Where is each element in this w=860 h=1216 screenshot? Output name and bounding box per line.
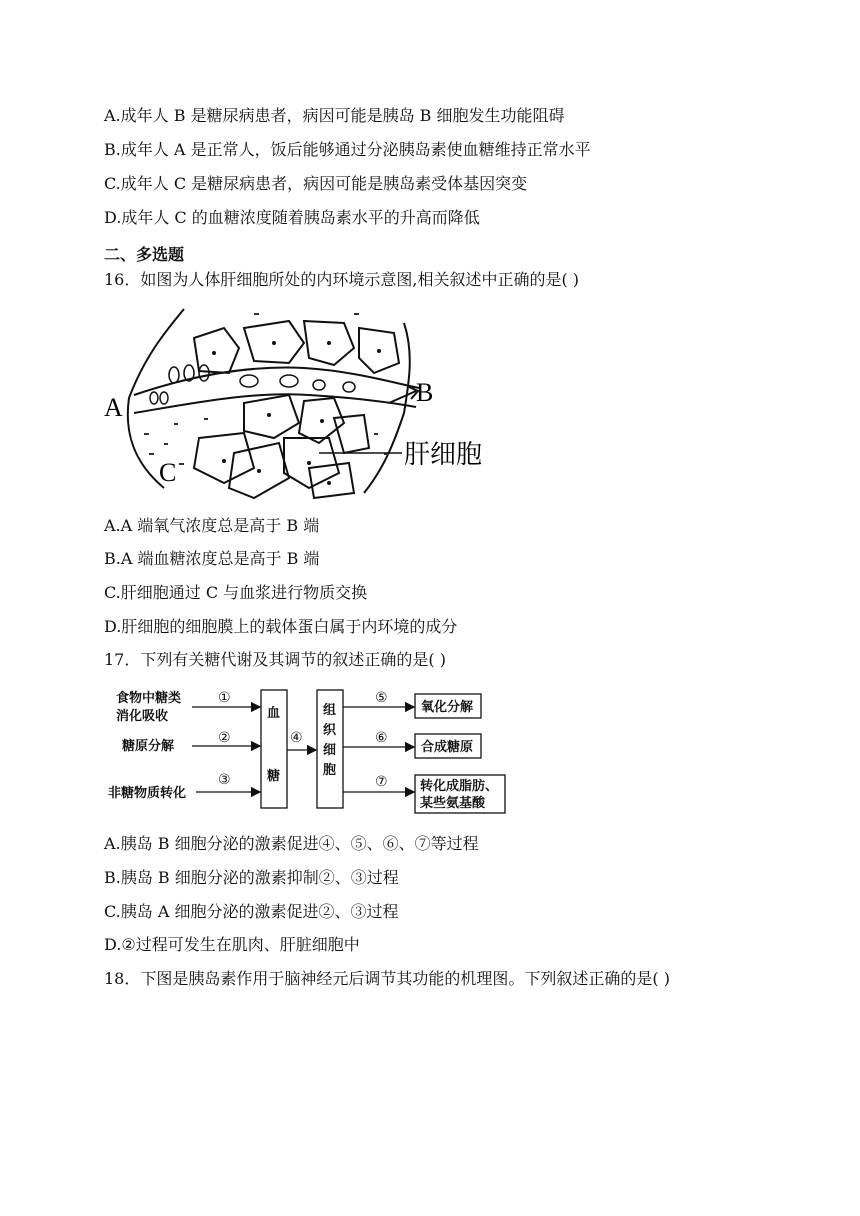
q17-stem: 17．下列有关糖代谢及其调节的叙述正确的是( ) [104,650,446,669]
figure-label-liver: 肝细胞 [404,440,483,470]
tissue-cell-char2: 织 [323,723,337,738]
sugar-metabolism-figure [104,680,514,820]
figure-label-b: B [416,378,434,407]
q18-stem: 18．下图是胰岛素作用于脑神经元后调节其功能的机理图。下列叙述正确的是( ) [104,969,670,988]
process-2-label: ② [218,730,231,746]
process-4-label: ④ [290,730,303,746]
tissue-cell-char1: 组 [323,703,337,718]
process-1-label: ① [218,690,231,706]
q15-option-b: B.成年人 A 是正常人，饭后能够通过分泌胰岛素使血糖维持正常水平 [104,140,591,159]
process-7-label: ⑦ [375,774,388,790]
blood-sugar-char2: 糖 [267,769,281,784]
blood-sugar-char1: 血 [267,706,281,721]
liver-environment-figure [104,303,504,503]
process-3-label: ③ [218,772,231,788]
outcome-fat-line2: 某些氨基酸 [420,796,486,811]
outcome-glycogen: 合成糖原 [421,740,474,755]
q15-option-c: C.成年人 C 是糖尿病患者，病因可能是胰岛素受体基因突变 [104,174,528,193]
outcome-fat-line1: 转化成脂肪、 [420,779,499,794]
figure-label-a: A [104,393,123,422]
q16-option-d: D.肝细胞的细胞膜上的载体蛋白属于内环境的成分 [104,617,458,636]
q17-option-b: B.胰岛 B 细胞分泌的激素抑制②、③过程 [104,868,399,887]
process-6-label: ⑥ [375,730,388,746]
q16-stem: 16．如图为人体肝细胞所处的内环境示意图,相关叙述中正确的是( ) [104,270,580,289]
q15-option-a: A.成年人 B 是糖尿病患者，病因可能是胰岛 B 细胞发生功能阻碍 [104,106,565,125]
outcome-oxidation: 氧化分解 [421,700,474,715]
process-5-label: ⑤ [375,690,388,706]
q17-option-c: C.胰岛 A 细胞分泌的激素促进②、③过程 [104,902,399,921]
q15-option-d: D.成年人 C 的血糖浓度随着胰岛素水平的升高而降低 [104,208,480,227]
q16-option-c: C.肝细胞通过 C 与血浆进行物质交换 [104,583,368,602]
source-glycogen: 糖原分解 [122,739,175,754]
q17-option-d: D.②过程可发生在肌肉、肝脏细胞中 [104,935,360,954]
tissue-cell-char4: 胞 [323,763,337,778]
section-heading: 二、多选题 [104,245,185,264]
figure-label-c: C [159,458,177,487]
source-nonsugar: 非糖物质转化 [108,786,187,801]
source-food-line2: 消化吸收 [116,709,169,724]
tissue-cell-char3: 细 [323,743,337,758]
q17-option-a: A.胰岛 B 细胞分泌的激素促进④、⑤、⑥、⑦等过程 [104,834,479,853]
q16-option-b: B.A 端血糖浓度总是高于 B 端 [104,549,320,568]
source-food-line1: 食物中糖类 [116,691,182,706]
q16-option-a: A.A 端氧气浓度总是高于 B 端 [104,516,320,535]
